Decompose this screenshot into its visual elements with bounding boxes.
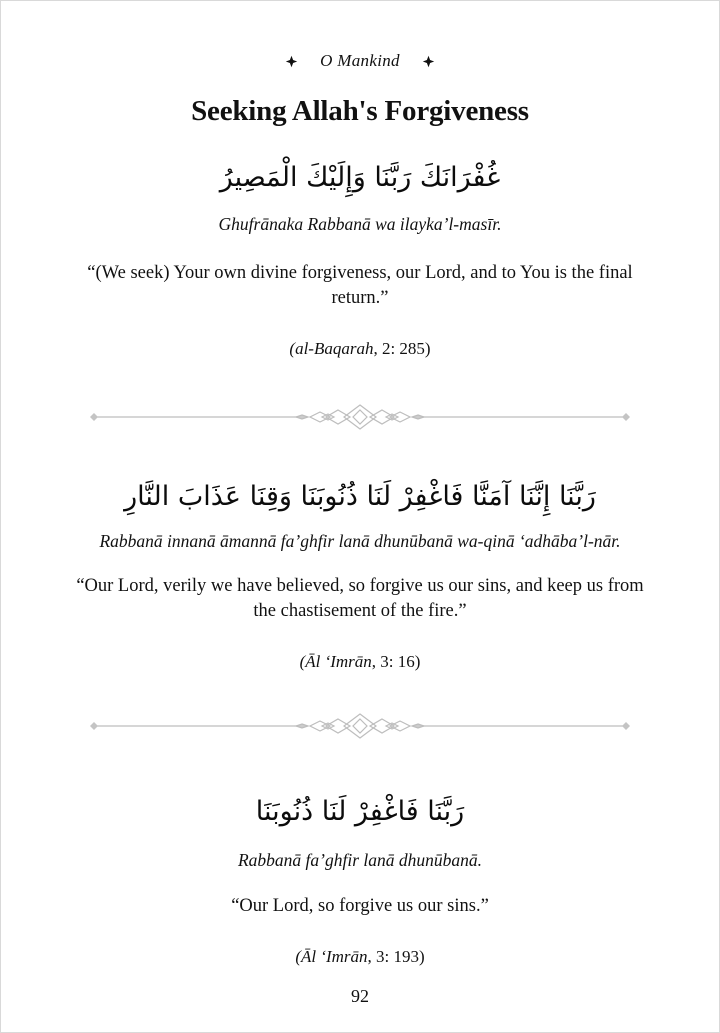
citation-reference: , 2: 285): [373, 338, 431, 358]
arabic-text: رَبَّنَا إِنَّنَا آمَنَّا فَاغْفِرْ لَنَا ذُنُوبَنَا وَقِنَا عَذَابَ النَّارِ: [124, 481, 596, 513]
translation-text: “Our Lord, so forgive us our sins.”: [231, 896, 489, 917]
citation-source: (al-Baqarah: [289, 338, 374, 358]
dua-block: [61, 476, 659, 673]
page-title: Seeking Allah's Forgiveness: [191, 95, 529, 127]
arabic-text: غُفْرَانَكَ رَبَّنَا وَإِلَيْكَ الْمَصِيرُ: [219, 162, 501, 194]
page-number: 92: [351, 985, 369, 1006]
transliteration-text: Ghufrānaka Rabbanā wa ilayka’l-masīr.: [218, 214, 502, 235]
page-content: [61, 1, 659, 1007]
transliteration-text: Rabbanā fa’ghfir lanā dhunūbanā.: [237, 849, 483, 870]
diamond-ornament-icon: [285, 55, 298, 68]
diamond-ornament-icon: [422, 55, 435, 68]
citation: [61, 946, 659, 968]
running-head-title: O Mankind: [320, 51, 400, 70]
citation-reference: , 3: 193): [367, 946, 425, 966]
decorative-divider: [90, 711, 630, 741]
dua-block: [61, 157, 659, 360]
citation: [61, 338, 659, 360]
dua-block: [61, 791, 659, 968]
decorative-divider: [90, 402, 630, 432]
citation-source: (Āl ‘Imrān: [299, 651, 372, 671]
citation-source: (Āl ‘Imrān: [295, 946, 368, 966]
running-head: [61, 49, 659, 73]
citation: [61, 651, 659, 673]
arabic-text: رَبَّنَا فَاغْفِرْ لَنَا ذُنُوبَنَا: [255, 795, 465, 827]
translation-text: “Our Lord, verily we have believed, so forgive us our sins, and keep us from the chastisement of the fire.”: [76, 575, 644, 622]
translation-text: “(We seek) Your own divine forgiveness, our Lord, and to You is the final return.”: [87, 262, 633, 309]
transliteration-text: Rabbanā innanā āmannā fa’ghfir lanā dhunūbanā wa-qinā ‘adhāba’l-nār.: [99, 530, 621, 551]
citation-reference: , 3: 16): [371, 651, 421, 671]
